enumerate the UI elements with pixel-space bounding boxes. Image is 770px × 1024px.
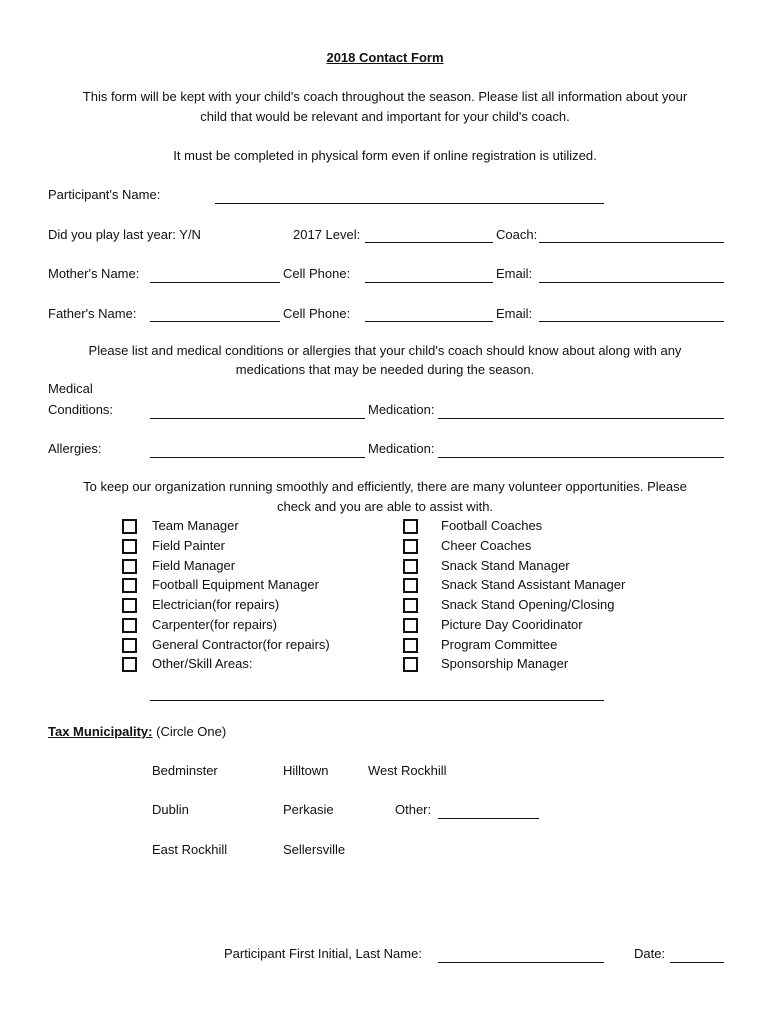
volunteer-left-option-label: Electrician(for repairs) xyxy=(152,597,280,612)
fathers-name-label: Father's Name: xyxy=(48,306,137,321)
volunteer-left-option-label: Carpenter(for repairs) xyxy=(152,616,277,632)
municipality-option[interactable]: Sellersville xyxy=(283,842,346,857)
mothers-name-field[interactable] xyxy=(150,282,280,283)
form-title: 2018 Contact Form xyxy=(326,50,444,65)
volunteer-right-checkbox[interactable] xyxy=(403,598,418,613)
level-2017-field[interactable] xyxy=(365,242,493,243)
medical-conditions-label-1: Medical xyxy=(48,381,93,396)
father-email-label: Email: xyxy=(496,306,533,321)
volunteer-right-option-label: Snack Stand Manager xyxy=(441,557,570,573)
medical-conditions-field[interactable] xyxy=(150,418,365,419)
father-cell-phone-label: Cell Phone: xyxy=(283,306,351,321)
volunteer-intro-line2: check and you are able to assist with. xyxy=(276,499,494,514)
mother-cell-phone-label: Cell Phone: xyxy=(283,266,351,281)
volunteer-right-checkbox[interactable] xyxy=(403,519,418,534)
volunteer-right-checkbox[interactable] xyxy=(403,638,418,653)
volunteer-right-option-label: Program Committee xyxy=(441,636,558,652)
volunteer-right-option-label: Picture Day Cooridinator xyxy=(441,616,583,632)
volunteer-right-option-label: Football Coaches xyxy=(441,518,543,533)
physical-form-note: It must be completed in physical form even if online registration is utilized. xyxy=(173,148,597,163)
participant-name-field[interactable] xyxy=(215,203,604,204)
volunteer-left-checkbox[interactable] xyxy=(122,618,137,633)
participant-initial-field[interactable] xyxy=(438,962,604,963)
volunteer-left-option-label: Team Manager xyxy=(152,518,239,533)
municipality-option[interactable]: West Rockhill xyxy=(368,763,447,778)
volunteer-right-checkbox[interactable] xyxy=(403,578,418,593)
municipality-option[interactable]: East Rockhill xyxy=(152,842,228,857)
municipality-other-field[interactable] xyxy=(438,818,539,819)
municipality-option[interactable]: Dublin xyxy=(152,802,189,817)
participant-name-label: Participant's Name: xyxy=(48,187,161,202)
volunteer-left-checkbox[interactable] xyxy=(122,578,137,593)
played-last-year-label: Did you play last year: Y/N xyxy=(48,227,201,242)
volunteer-right-checkbox[interactable] xyxy=(403,539,418,554)
allergies-field[interactable] xyxy=(150,457,365,458)
date-field[interactable] xyxy=(670,962,724,963)
mother-cell-phone-field[interactable] xyxy=(365,282,493,283)
volunteer-left-checkbox[interactable] xyxy=(122,657,137,672)
mother-email-label: Email: xyxy=(496,266,533,281)
volunteer-right-option-label: Snack Stand Assistant Manager xyxy=(441,577,626,593)
medical-conditions-label-2: Conditions: xyxy=(48,402,114,417)
volunteer-left-checkbox[interactable] xyxy=(122,598,137,613)
medical-instructions-line1: Please list and medical conditions or allergies that your child's coach should know about along with any xyxy=(88,343,682,358)
volunteer-left-checkbox[interactable] xyxy=(122,559,137,574)
mother-email-field[interactable] xyxy=(539,282,724,283)
municipality-option[interactable]: Hilltown xyxy=(283,763,329,778)
volunteer-intro-line1: To keep our organization running smoothly and efficiently, there are many volunteer opportunities. Please xyxy=(83,479,687,494)
volunteer-left-checkbox[interactable] xyxy=(122,638,137,653)
volunteer-left-option-label: General Contractor(for repairs) xyxy=(152,636,330,652)
tax-municipality-label: Tax Municipality: xyxy=(48,724,153,739)
volunteer-right-checkbox[interactable] xyxy=(403,618,418,633)
conditions-medication-field[interactable] xyxy=(438,418,724,419)
allergies-medication-field[interactable] xyxy=(438,457,724,458)
volunteer-left-checkbox[interactable] xyxy=(122,539,137,554)
father-email-field[interactable] xyxy=(539,321,724,322)
volunteer-right-checkbox[interactable] xyxy=(403,559,418,574)
allergies-label: Allergies: xyxy=(48,441,102,456)
municipality-other-label: Other: xyxy=(395,802,432,817)
volunteer-left-checkbox[interactable] xyxy=(122,519,137,534)
tax-municipality-instruction: (Circle One) xyxy=(156,724,227,739)
medical-instructions-line2: medications that may be needed during the season. xyxy=(235,362,535,377)
volunteer-left-option-label: Other/Skill Areas: xyxy=(152,656,253,672)
participant-initial-label: Participant First Initial, Last Name: xyxy=(224,946,422,961)
volunteer-right-option-label: Snack Stand Opening/Closing xyxy=(441,597,615,612)
municipality-option[interactable]: Perkasie xyxy=(283,802,334,817)
municipality-option[interactable]: Bedminster xyxy=(152,763,218,778)
intro-text-line1: This form will be kept with your child's coach throughout the season. Please list all information about your xyxy=(82,89,688,104)
fathers-name-field[interactable] xyxy=(150,321,280,322)
other-skill-areas-field[interactable] xyxy=(150,700,604,701)
level-2017-label: 2017 Level: xyxy=(293,227,361,242)
father-cell-phone-field[interactable] xyxy=(365,321,493,322)
mothers-name-label: Mother's Name: xyxy=(48,266,140,281)
intro-text-line2: child that would be relevant and important for your child's coach. xyxy=(200,109,570,124)
tax-municipality-heading xyxy=(48,724,226,739)
volunteer-left-option-label: Field Painter xyxy=(152,537,225,553)
coach-field[interactable] xyxy=(539,242,724,243)
volunteer-left-option-label: Field Manager xyxy=(152,557,236,573)
volunteer-right-option-label: Sponsorship Manager xyxy=(441,656,569,672)
volunteer-right-checkbox[interactable] xyxy=(403,657,418,672)
volunteer-right-option-label: Cheer Coaches xyxy=(441,537,532,553)
coach-label: Coach: xyxy=(496,227,538,242)
conditions-medication-label: Medication: xyxy=(368,402,435,417)
volunteer-left-option-label: Football Equipment Manager xyxy=(152,577,319,593)
allergies-medication-label: Medication: xyxy=(368,441,435,456)
date-label: Date: xyxy=(634,946,666,961)
